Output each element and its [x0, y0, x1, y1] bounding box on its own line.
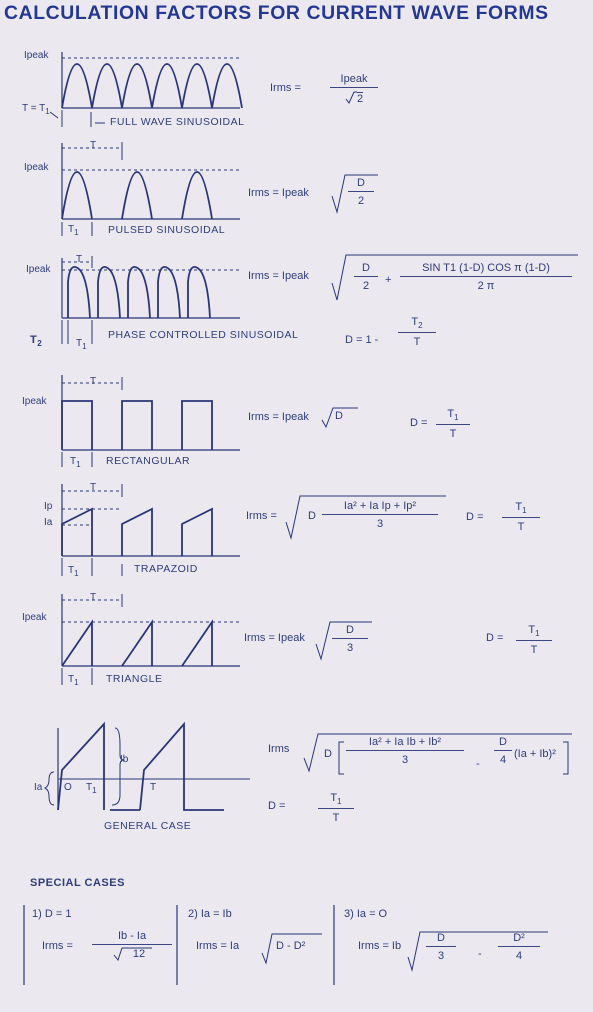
case-3-fraction-b	[498, 932, 540, 962]
t1-subscript: 1	[92, 786, 97, 795]
fraction-denominator: T	[517, 521, 525, 534]
fraction-numerator: D	[346, 624, 354, 636]
special-cases-heading: SPECIAL CASES	[30, 877, 125, 889]
origin-label: O	[64, 782, 72, 793]
t-equals-text: T = T	[22, 103, 46, 114]
fraction-denominator: T	[449, 428, 457, 441]
t-label: T	[90, 376, 97, 387]
t1-subscript: 1	[74, 228, 79, 237]
fraction-denominator: 2	[362, 280, 370, 292]
t-label: T	[76, 254, 83, 265]
t1-text: T	[70, 456, 77, 467]
ip-label: Ip	[44, 501, 53, 512]
fraction-numerator: D	[437, 932, 445, 944]
case-3-irms-label: Irms = Ib	[358, 940, 402, 952]
fraction-denominator: T	[332, 812, 340, 825]
t1-text: T	[528, 624, 536, 636]
t1-subscript: 1	[522, 506, 527, 516]
ib-label: Ib	[120, 754, 129, 765]
minus-sign: -	[476, 758, 480, 770]
fraction-numerator: SIN T1 (1-D) COS π (1-D)	[422, 262, 550, 274]
waveform-name: RECTANGULAR	[106, 455, 191, 467]
t1-subscript: 1	[76, 460, 81, 469]
waveform-name: GENERAL CASE	[104, 820, 192, 832]
fraction-denominator: 12	[132, 948, 146, 960]
irms-label: Irms	[268, 743, 290, 755]
ia-label: Ia	[34, 782, 43, 793]
t1-text: T	[447, 408, 455, 420]
irms-label: Irms = Ipeak	[244, 632, 305, 644]
duty-equation-label: D =	[268, 800, 286, 812]
t-label: T	[90, 140, 97, 151]
ipeak-label: Ipeak	[24, 162, 49, 173]
t1-text: T	[330, 792, 338, 804]
fraction-denominator: 2 π	[477, 280, 495, 292]
t2-subscript: 2	[37, 339, 43, 349]
t1-subscript: 1	[337, 797, 342, 807]
t1-text: T	[68, 674, 75, 685]
fraction-denominator: 2	[357, 195, 365, 207]
t1-text: T	[76, 338, 83, 349]
irms-label: Irms =	[246, 510, 277, 522]
ipeak-label: Ipeak	[26, 264, 51, 275]
t-subscript: 1	[45, 107, 50, 116]
fraction-denominator: 3	[437, 950, 445, 962]
fraction-denominator: 4	[499, 754, 507, 766]
fraction-denominator: 3	[401, 754, 409, 766]
fraction-denominator: 3	[346, 642, 354, 654]
t1-text: T	[68, 565, 75, 576]
t1-text: T	[86, 782, 93, 793]
t1-subscript: 1	[535, 629, 540, 639]
duty-symbol: D	[308, 510, 316, 522]
fraction-denominator: 3	[376, 518, 384, 530]
t1-subscript: 1	[82, 342, 87, 351]
duty-symbol: D	[324, 748, 332, 760]
irms-label: Irms = Ipeak	[248, 270, 309, 282]
t-label: T	[150, 782, 157, 793]
t2-text: T	[411, 316, 419, 328]
fraction-denominator: T	[530, 644, 538, 657]
sqrt-radicand: 2	[356, 93, 364, 105]
fraction-numerator: D	[362, 262, 370, 274]
minus-sign: -	[478, 948, 482, 960]
t1-subscript: 1	[454, 413, 459, 423]
case-2-condition: 2) Ia = Ib	[188, 908, 232, 920]
ia-label: Ia	[44, 517, 53, 528]
duty-equation-label: D =	[410, 417, 428, 429]
fraction-numerator: D²	[513, 932, 525, 944]
fraction-numerator: D	[499, 736, 507, 748]
case-2-irms-label: Irms = Ia	[196, 940, 240, 952]
fraction-numerator: Ipeak	[340, 73, 368, 85]
ipeak-label: Ipeak	[24, 50, 49, 61]
ipeak-label: Ipeak	[22, 396, 47, 407]
plus-sign: +	[385, 274, 392, 286]
page-title: CALCULATION FACTORS FOR CURRENT WAVE FORMS	[4, 3, 549, 24]
case-1-irms-label: Irms =	[42, 940, 73, 952]
sum-squared-term: (Ia + Ib)²	[514, 748, 556, 760]
t2-subscript: 2	[418, 321, 423, 331]
waveform-name: PULSED SINUSOIDAL	[108, 224, 226, 236]
irms-label: Irms =	[270, 82, 301, 94]
case-3-fraction-a	[426, 932, 456, 962]
fraction-denominator: 4	[515, 950, 523, 962]
duty-radicand: D	[335, 410, 343, 422]
fraction-numerator: Ib - Ia	[117, 930, 147, 942]
t-label: T	[90, 482, 97, 493]
duty-equation-label: D = 1 -	[345, 334, 379, 346]
duty-equation-label: D =	[466, 511, 484, 523]
t1-subscript: 1	[74, 569, 79, 578]
duty-equation-label: D =	[486, 632, 504, 644]
irms-label: Irms = Ipeak	[248, 187, 309, 199]
ipeak-label: Ipeak	[22, 612, 47, 623]
fraction-numerator: D	[357, 177, 365, 189]
fraction-numerator: Ia² + Ia Ip + Ip²	[343, 500, 417, 512]
fraction-denominator: T	[413, 336, 421, 349]
t1-subscript: 1	[74, 678, 79, 687]
waveform-name: TRIANGLE	[106, 673, 163, 685]
irms-label: Irms = Ipeak	[248, 411, 309, 423]
case-2-radicand: D - D²	[276, 940, 306, 952]
case-3-condition: 3) Ia = O	[344, 908, 388, 920]
fraction-numerator: Ia² + Ia Ib + Ib²	[368, 736, 442, 748]
case-1-fraction	[92, 930, 172, 960]
t1-text: T	[515, 501, 523, 513]
t1-text: T	[68, 224, 75, 235]
case-1-condition: 1) D = 1	[32, 908, 72, 920]
waveform-name: TRAPAZOID	[134, 563, 198, 575]
t2-text: T	[30, 334, 38, 346]
waveform-name: PHASE CONTROLLED SINUSOIDAL	[108, 329, 299, 341]
t-label: T	[90, 592, 97, 603]
waveform-name: FULL WAVE SINUSOIDAL	[110, 116, 245, 128]
